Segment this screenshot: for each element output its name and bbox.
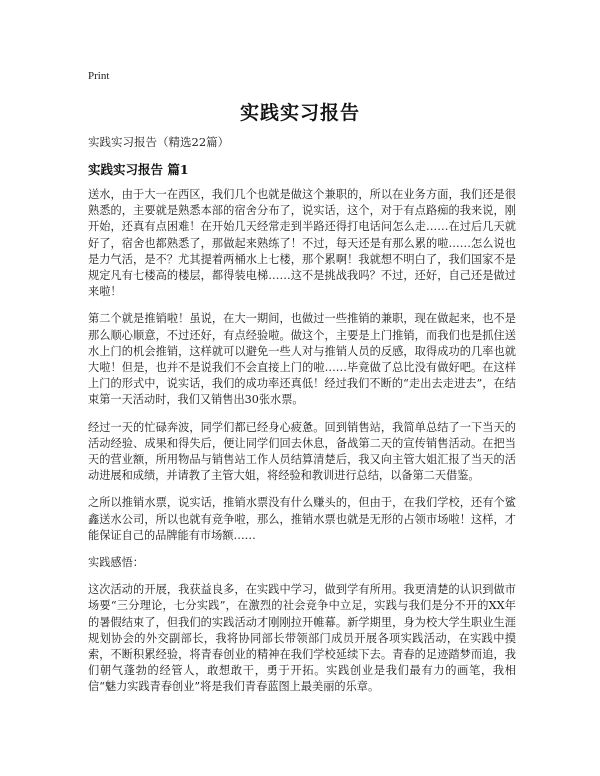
paragraph-reflection: 这次活动的开展，我获益良多，在实践中学习，做到学有所用。我更清楚的认识到做市场要“三分理论，七分实践”，在激烈的社会竞争中立足，实践与我们是分不开的XX年的暑假结束了，但我们的实践活动才刚刚拉开帷幕。新学期里，身为校大学生职业生涯规划协会的外交副部长，我将协同部长带领部门成员开展各项实践活动，在实践中摸索，不断积累经验，将青春创业的精神在我们学校延续下去。青春的足迹踏梦而追，我们朝气蓬勃的经管人，敢想敢干，勇于开拓。实践创业是我们最有力的画笔，我相信“魅力实践青春创业”将是我们青春蓝图上最美丽的乐章。 (88, 583, 516, 694)
paragraph-competition: 之所以推销水票，说实话，推销水票没有什么赚头的，但由于，在我们学校，还有个鲨鑫送水公司，所以也就有竞争啦，那么，推销水票也就是无形的占领市场啦！这样，才能保证自己的品牌能有市场额…… (88, 496, 516, 542)
document-title: 实践实习报告 (239, 102, 360, 124)
paragraph-water-delivery: 送水，由于大一在西区，我们几个也就是做这个兼职的，所以在业务方面，我们还是很熟悉的，主要就是熟悉本部的宿舍分布了，说实话，这个，对于有点路痴的我来说，刚开始，还真有点困难！在开始几天经常走到半路还得打电话问怎么走……在过后几天就好了，宿舍也都熟悉了，那做起来熟练了！不过，每天还是有那么累的啦……怎么说也是力气活，是不？尤其提着两桶水上七楼，那个累啊！我就想不明白了，我们国家不是规定凡有七楼高的楼层，都得装电梯……这不是挑战我吗？不过，还好，自己还是做过来啦！ (88, 188, 516, 299)
document-subtitle: 实践实习报告（精选22篇） (88, 135, 230, 149)
paragraph-reflection-label: 实践感悟： (88, 556, 144, 570)
paragraph-summary: 经过一天的忙碌奔波，同学们都已经身心疲惫。回到销售站，我简单总结了一下当天的活动经验、成果和得失后，便让同学们回去休息，备战第二天的宣传销售活动。在把当天的营业额，所用物品与销售站工作人员结算清楚后，我又向主管大姐汇报了当天的活动进展和成绩，并请教了主管大姐，将经验和教训进行总结，以备第二天借鉴。 (88, 420, 516, 483)
document-body (88, 187, 516, 707)
print-label: Print (88, 70, 110, 82)
paragraph-sales: 第二个就是推销啦！虽说，在大一期间，也做过一些推销的兼职，现在做起来，也不是那么顺心顺意，不过还好，有点经验啦。做这个，主要是上门推销，而我们也是抓住送水上门的机会推销，这样就可以避免一些人对与推销人员的反感，取得成功的几率也就大啦！但是，也并不是说我们不会直接上门的啦……毕竟做了总比没有做好吧。在这样上门的形式中，说实话，我们的成功率还真低！经过我们不断的“走出去走进去”，在结束第一天活动时，我们又销售出30张水票。 (88, 312, 516, 407)
section-heading: 实践实习报告 篇1 (88, 162, 189, 177)
